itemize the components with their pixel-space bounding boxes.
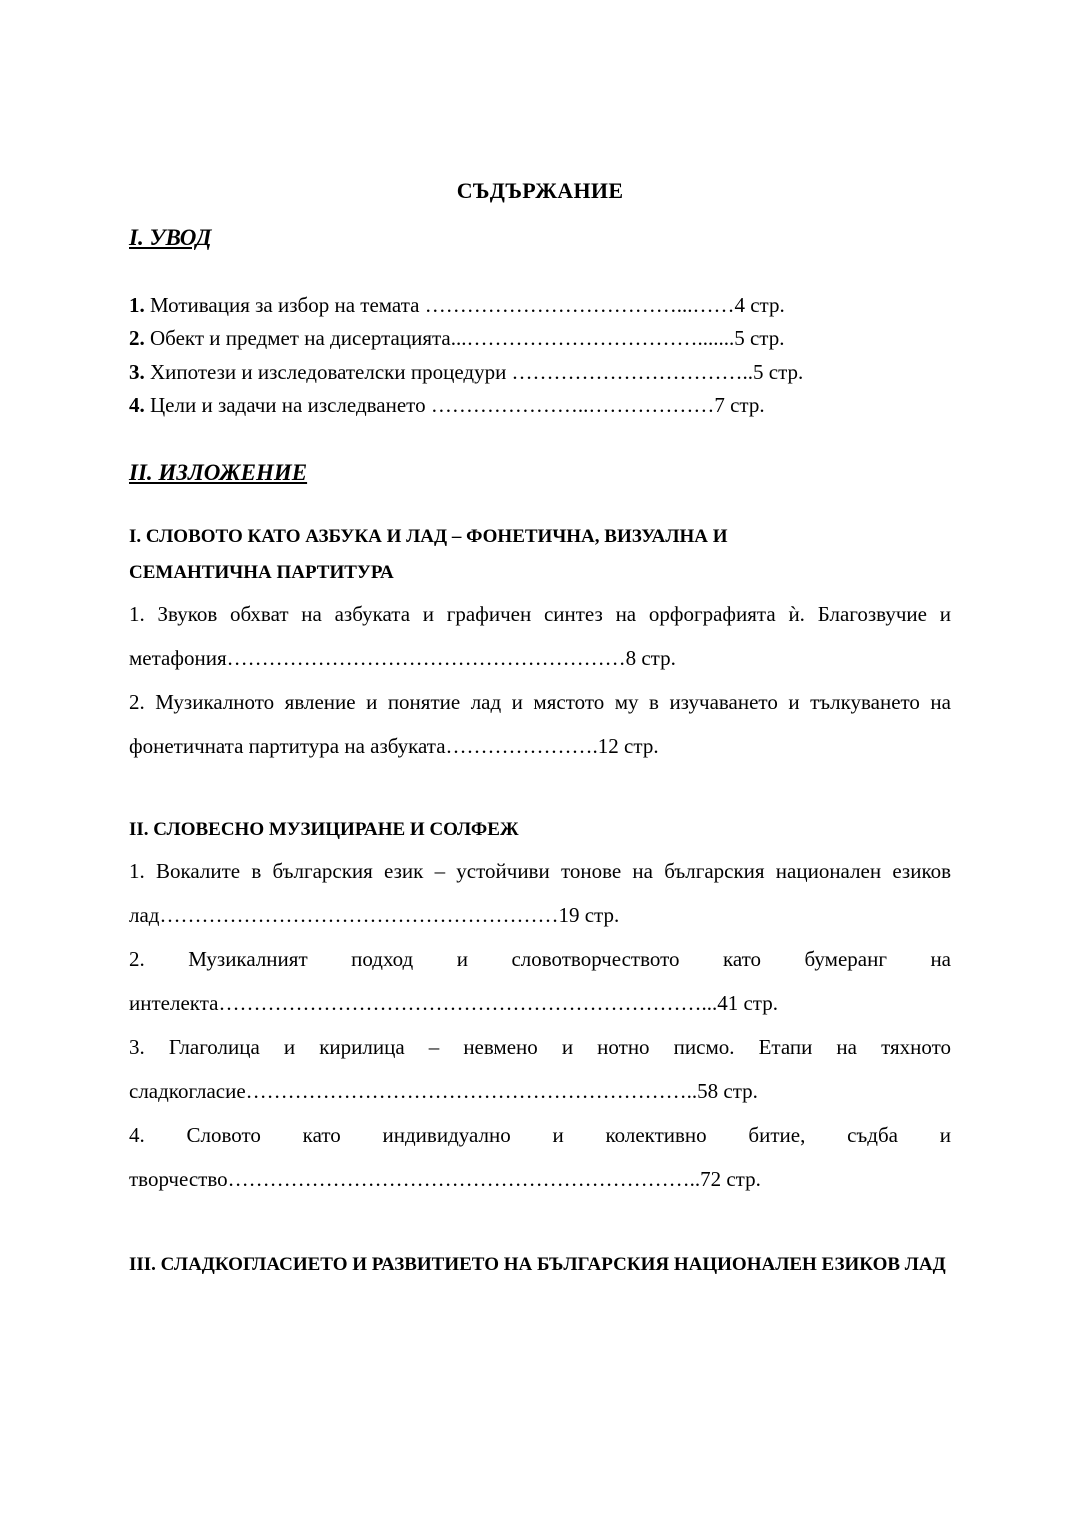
toc-entry-number: 2.: [129, 326, 145, 350]
toc-entry-number: 3.: [129, 360, 145, 384]
chapter-heading-2: II. СЛОВЕСНО МУЗИЦИРАНЕ И СОЛФЕЖ: [129, 819, 519, 840]
part-heading-exposition: II. ИЗЛОЖЕНИЕ: [129, 460, 308, 485]
toc-entry: [129, 291, 949, 319]
toc-entry-text: Обект и предмет на дисертацията...…………………………….......5 стр.: [144, 326, 785, 350]
toc-entry: 1. Вокалите в българския език – устойчиви тонове на българския национален езиков лад…………………………………………………19 стр.: [129, 859, 951, 927]
toc-entry: 1. Звуков обхват на азбуката и графичен синтез на орфографията ѝ. Благозвучие и метафония…………………………………………………8 стр.: [129, 602, 951, 670]
toc-entry-number: 1.: [129, 293, 145, 317]
toc-entry-text: Мотивация за избор на темата ………………………………...……4 стр.: [144, 293, 785, 317]
toc-entry-number: 4.: [129, 393, 145, 417]
toc-entry: [129, 391, 949, 419]
chapter-heading-3: III. СЛАДКОГЛАСИЕТО И РАЗВИТИЕТО НА БЪЛГАРСКИЯ НАЦИОНАЛЕН ЕЗИКОВ ЛАД: [129, 1254, 946, 1275]
toc-entry: [129, 358, 949, 386]
toc-entry-text: Цели и задачи на изследването …………………..………………7 стр.: [144, 393, 765, 417]
part-heading-introduction: I. УВОД: [129, 225, 212, 250]
page-title: СЪДЪРЖАНИЕ: [456, 178, 624, 203]
toc-entry: 3. Глаголица и кирилица – невмено и нотно писмо. Етапи на тяхното сладкогласие………………………………………………………..58 стр.: [129, 1035, 951, 1103]
toc-entry: [129, 324, 949, 352]
toc-entry: 2. Музикалният подход и словотворчеството като бумеранг на интелекта……………………………………………………………...41 стр.: [129, 947, 951, 1015]
chapter-heading-1: I. СЛОВОТО КАТО АЗБУКА И ЛАД – ФОНЕТИЧНА, ВИЗУАЛНА И СЕМАНТИЧНА ПАРТИТУРА: [129, 526, 728, 583]
toc-entry: 4. Словото като индивидуално и колективно битие, съдба и творчество…………………………………………………………..72 стр.: [129, 1123, 951, 1191]
toc-entry-text: Хипотези и изследователски процедури ……………………………..5 стр.: [144, 360, 804, 384]
toc-entry: 2. Музикалното явление и понятие лад и мястото му в изучаването и тълкуването на фонетичната партитура на азбуката………………….12 стр.: [129, 690, 951, 758]
